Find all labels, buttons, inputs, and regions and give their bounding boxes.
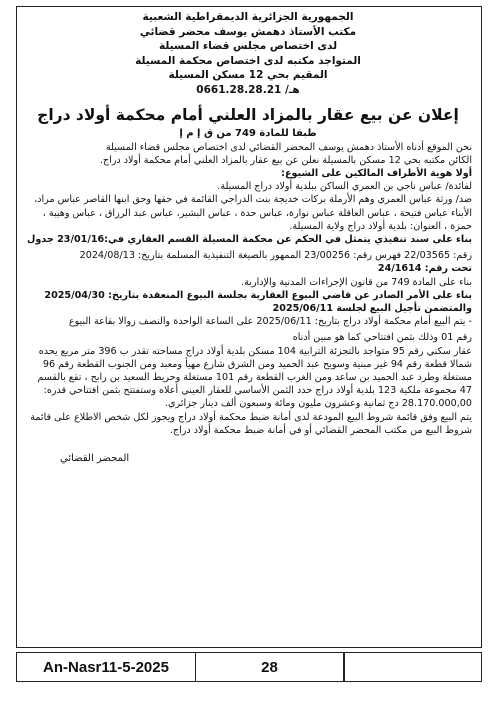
letterhead: [24, 10, 472, 98]
paragraph: يتم البيع وفق قائمة شروط البيع المودعة لدى أمانة ضبط محكمة أولاد دراج ويجوز لكل شخص الاطلاع على قائمة شروط البيع من مكتب المحضر القضائي أو في أمانة ضبط محكمة أولاد دراج.: [30, 411, 472, 436]
paragraph: أولا هوية الأطراف المالكين على الشيوع:: [281, 167, 472, 179]
jurisdiction: لدى اختصاص مجلس قضاء المسيلة: [158, 40, 338, 53]
office-name: مكتب الأستاذ دهمش يوسف محضر قضائي: [139, 25, 357, 38]
paragraph: تحت رقم: 24/1614: [377, 263, 472, 275]
paragraph: رقم: 22/03565 فهرس رقم: 23/00256 الممهور بالصيغة التنفيذية المسلمة بتاريخ: 2024/08/13: [79, 250, 472, 262]
publication-date: An-Nasr11-5-2025: [16, 652, 196, 682]
notice-subtitle: طبقا للمادة 749 من ق إ م إ: [179, 127, 317, 139]
country-name: الجمهورية الجزائرية الديمقراطية الشعبية: [142, 11, 354, 23]
paragraph: رقم 01 وذلك بثمن افتتاحي كما هو مبين أدناه: [292, 332, 472, 344]
signature: المحضر القضائي: [60, 453, 130, 465]
phone-number: 0661.28.28.21: [196, 83, 282, 96]
notice-title: إعلان عن بيع عقار بالمزاد العلني أمام محكمة أولاد دراج: [37, 105, 459, 124]
paragraph: لفائدة/ عباس ناجي بن العمري الساكن ببلدية أولاد دراج المسيلة.: [217, 181, 472, 193]
paragraph: نحن الموقع أدناه الأستاذ دهمش يوسف المحضر القضائي لدى اختصاص مجلس قضاء المسيلة: [105, 141, 472, 153]
footer-empty-cell: [343, 652, 482, 682]
phone-line: [24, 83, 472, 98]
paragraph: الكائن مكتبه بحي 12 مسكن بالمسيلة نعلن عن بيع عقار بالمزاد العلني أمام محكمة أولاد دراج.: [99, 154, 472, 166]
paragraph: ضد/ ورثة عباس العمري وهم الأرملة بركات خديجة بنت الدراجي القائمة في حقها وحق ابنها القاصر عباس مراد، الأبناء عباس فتيحة ، عباس العاقلة عباس نوارة، عباس حدة ، عباس البشير، عباس عبد الرزاق ، عباس وهيبة ، حمزة ، العنوان: بلدية أولاد دراج ولاية المسيلة.: [34, 194, 472, 232]
paragraph: بناء على المادة 749 من قانون الإجراءات المدنية والإدارية.: [241, 276, 472, 288]
paragraph: بناء على سند تنفيذي يتمثل في الحكم عن محكمة المسيلة القسم العقاري في:23/01/16 جدول: [27, 233, 472, 245]
page-number: 28: [195, 652, 345, 682]
paragraph: عقار سكني رقم 95 متواجد بالتجزئة الترابية 104 مسكن بلدية أولاد دراج مساحته تقدر ب 396 متر مربع يحده شمالا قطعة رقم 94 غير مبنية وسويح عبد الحميد ومن الشرق شارع مهيأ ومعبد ومن الجنوب القطعة رقم 96 مستغلة وطرد عبد الحميد بن ساعد ومن الغرب القطعة رقم 101 مستغلة وحريط السعيد بن رابح ، تقع بالقسم 47 مجموعة ملكية 123 بلدية أولاد دراج حدد الثمن الأساسي للعقار العيني أعلاه وستفتتح بثمن افتتاحي قدره: 28.170.000,00 دج ثمانية وعشرون مليون ومائة وسبعون ألف دينار جزائري.: [37, 345, 472, 410]
page-footer: [16, 652, 482, 682]
phone-label: هـ/: [284, 83, 300, 96]
office-location: المتواجد مكتبه لدى اختصاص محكمة المسيلة: [135, 54, 361, 67]
office-address: المقيم بحي 12 مسكن المسيلة: [168, 69, 328, 82]
paragraph: بناء على الأمر الصادر عن قاضي البيوع العقارية بجلسة البيوع المنعقدة بتاريخ: 2025/04/30 والمتضمن تأجيل البيع لجلسة 2025/06/11: [44, 289, 472, 314]
paragraph: - يتم البيع أمام محكمة أولاد دراج بتاريخ: 2025/06/11 على الساعة الواحدة والنصف زوالا بقاعة البيوع: [68, 316, 472, 328]
legal-notice: [24, 10, 472, 464]
